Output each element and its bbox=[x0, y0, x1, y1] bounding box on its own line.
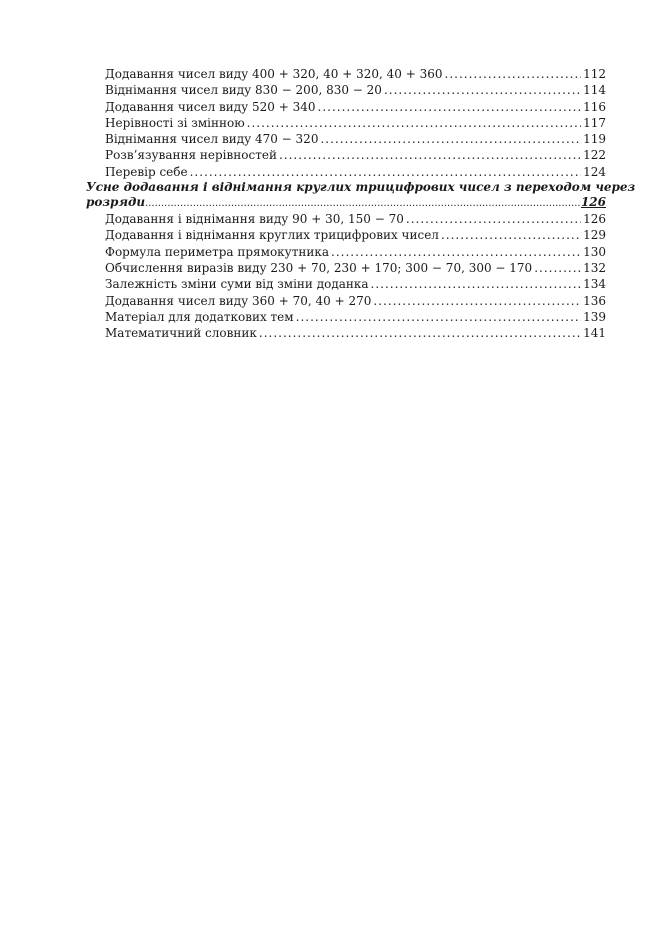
dot-leader bbox=[145, 196, 581, 211]
dot-leader bbox=[247, 115, 581, 131]
toc-entry-page: 124 bbox=[583, 164, 606, 179]
toc-entry-title: Обчислення виразів виду 230 + 70, 230 + 170; 300 − 70, 300 − 170 bbox=[105, 260, 533, 275]
toc-entry-title: Перевір себе bbox=[105, 164, 188, 179]
toc-entry[interactable] bbox=[86, 211, 606, 227]
toc-entry-title: Додавання чисел виду 360 + 70, 40 + 270 bbox=[105, 293, 372, 308]
toc-entry-page: 122 bbox=[583, 148, 606, 163]
toc-entry-page: 126 bbox=[583, 212, 606, 227]
toc-entry-title: Віднімання чисел виду 830 − 200, 830 − 20 bbox=[105, 83, 382, 98]
toc-entry-page: 130 bbox=[583, 244, 606, 259]
dot-leader bbox=[373, 293, 581, 309]
toc-entry-page: 119 bbox=[583, 132, 606, 147]
toc-entry-title: Математичний словник bbox=[105, 326, 257, 341]
toc-entry-page: 136 bbox=[583, 293, 606, 308]
toc-entry[interactable] bbox=[86, 147, 606, 163]
table-of-contents bbox=[86, 66, 636, 341]
dot-leader bbox=[331, 244, 581, 260]
toc-entry-page: 132 bbox=[583, 260, 606, 275]
toc-entry-page: 141 bbox=[583, 326, 606, 341]
toc-entry-title: Нерівності зі змінною bbox=[105, 115, 245, 130]
toc-entry-title: Додавання і віднімання виду 90 + 30, 150 − 70 bbox=[105, 212, 404, 227]
toc-entry[interactable] bbox=[86, 82, 606, 98]
toc-entry-title: Віднімання чисел виду 470 − 320 bbox=[105, 132, 319, 147]
toc-entry[interactable] bbox=[86, 276, 606, 292]
dot-leader bbox=[441, 227, 581, 243]
toc-entry-page: 129 bbox=[583, 228, 606, 243]
toc-entry-title: Розв’язування нерівностей bbox=[105, 148, 277, 163]
toc-entry[interactable] bbox=[86, 164, 606, 180]
dot-leader bbox=[279, 147, 581, 163]
dot-leader bbox=[259, 325, 581, 341]
toc-entry[interactable] bbox=[86, 115, 606, 131]
toc-entry-title: Залежність зміни суми від зміни доданка bbox=[105, 277, 369, 292]
toc-entry[interactable] bbox=[86, 66, 606, 82]
toc-entry[interactable] bbox=[86, 131, 606, 147]
toc-entry[interactable] bbox=[86, 244, 606, 260]
section-title-line2: розряди bbox=[86, 195, 146, 210]
dot-leader bbox=[445, 66, 582, 82]
dot-leader bbox=[371, 276, 582, 292]
toc-section-heading[interactable] bbox=[86, 180, 636, 211]
toc-entry-title: Додавання і віднімання круглих трицифрових чисел bbox=[105, 228, 439, 243]
dot-leader bbox=[406, 211, 581, 227]
section-title-line2-row bbox=[86, 195, 606, 211]
toc-entry-title: Матеріал для додаткових тем bbox=[105, 309, 294, 324]
dot-leader bbox=[384, 82, 581, 98]
toc-entry[interactable] bbox=[86, 325, 606, 341]
toc-entry-title: Додавання чисел виду 520 + 340 bbox=[105, 99, 316, 114]
toc-entry[interactable] bbox=[86, 99, 606, 115]
toc-entry-page: 117 bbox=[583, 115, 606, 130]
dot-leader bbox=[318, 99, 582, 115]
dot-leader bbox=[320, 131, 581, 147]
dot-leader bbox=[296, 309, 581, 325]
toc-entry-page: 139 bbox=[583, 309, 606, 324]
toc-entry[interactable] bbox=[86, 260, 606, 276]
toc-entry-title: Додавання чисел виду 400 + 320, 40 + 320, 40 + 360 bbox=[105, 67, 443, 81]
toc-entry[interactable] bbox=[86, 309, 606, 325]
dot-leader bbox=[534, 260, 581, 276]
section-page: 126 bbox=[580, 195, 606, 210]
dot-leader bbox=[190, 164, 582, 180]
toc-entry-page: 114 bbox=[583, 83, 606, 98]
toc-entry-page: 134 bbox=[583, 277, 606, 292]
toc-entry[interactable] bbox=[86, 293, 606, 309]
section-title-line1: Усне додавання і віднімання круглих трицифрових чисел з переходом через bbox=[86, 180, 636, 195]
toc-entry-page: 112 bbox=[583, 67, 606, 81]
toc-entry[interactable] bbox=[86, 227, 606, 243]
toc-entry-title: Формула периметра прямокутника bbox=[105, 244, 330, 259]
toc-entry-page: 116 bbox=[583, 99, 606, 114]
